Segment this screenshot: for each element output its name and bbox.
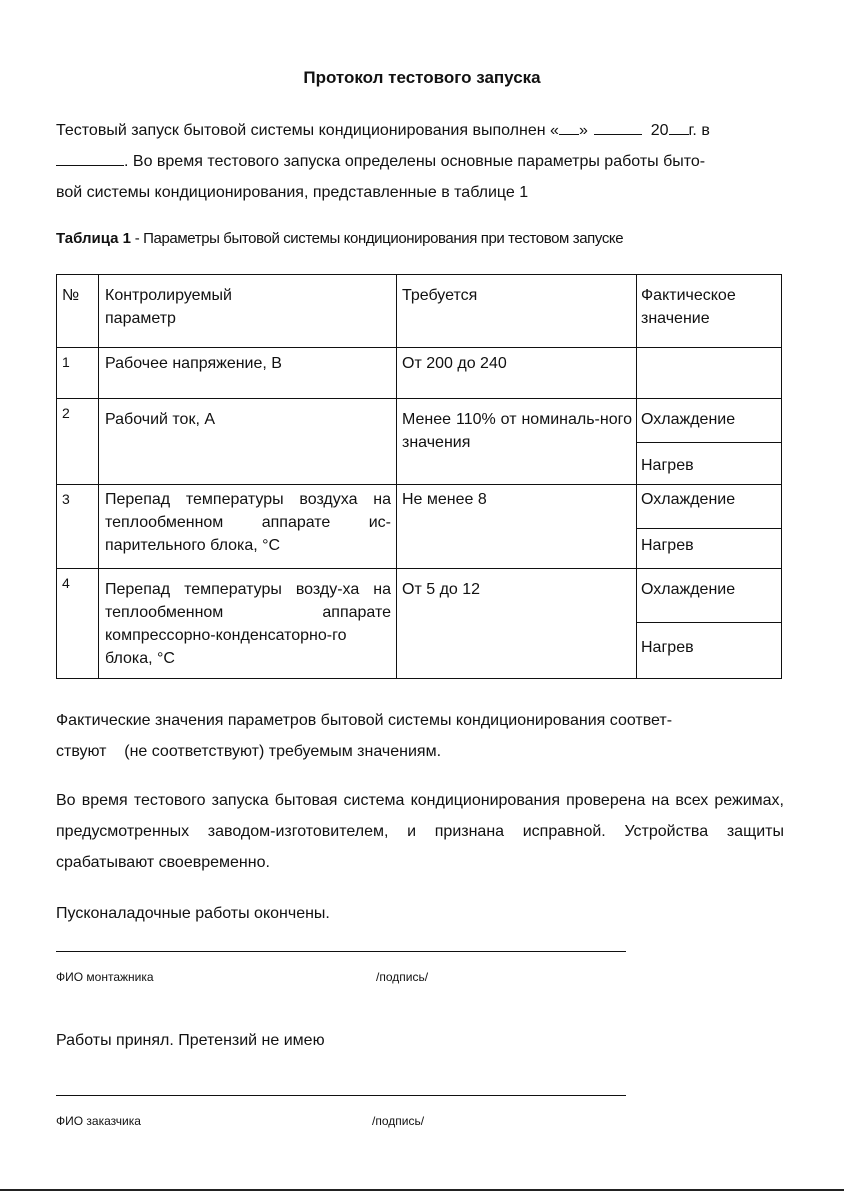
row-3-mode-heating: Нагрев — [641, 537, 694, 554]
parameters-table — [56, 274, 782, 679]
row-4-mode-heating: Нагрев — [641, 639, 694, 656]
intro-line-3: вой системы кондиционирования, представленные в таблице 1 — [56, 184, 529, 201]
header-param: Контролируемый параметр — [105, 287, 232, 327]
customer-name-label: ФИО заказчика — [56, 1114, 141, 1128]
header-required: Требуется — [402, 287, 478, 304]
row-4-param: Перепад температуры возду-ха на теплообменном аппарате компрессорно-конденсаторно-го блока, °С — [105, 581, 391, 667]
row-1-param: Рабочее напряжение, В — [105, 355, 282, 372]
intro-line-2 — [56, 146, 784, 177]
place-blank — [56, 153, 124, 166]
row-4-required: От 5 до 12 — [402, 581, 481, 598]
header-num: № — [62, 287, 80, 304]
year-prefix: 20 — [650, 122, 669, 139]
row-3-param: Перепад температуры воздуха на теплообменном аппарате ис-парительного блока, °С — [105, 491, 391, 554]
customer-sign-label: /подпись/ — [372, 1114, 425, 1128]
year-blank — [669, 122, 689, 135]
row-1-required: От 200 до 240 — [402, 355, 507, 372]
signature-line-customer — [56, 1095, 626, 1096]
caption-text: - Параметры бытовой системы кондиционирования при тестовом запуске — [131, 230, 624, 247]
intro-quote: » — [578, 122, 588, 139]
table-caption — [56, 230, 623, 247]
row-3-required: Не менее 8 — [402, 491, 487, 508]
intro-text: . Во время тестового запуска определены основные параметры работы быто- — [124, 153, 706, 170]
caption-label: Таблица 1 — [56, 230, 132, 247]
row-2-required: Менее 110% от номиналь-ного значения — [402, 411, 632, 451]
row-1-num: 1 — [62, 354, 70, 370]
day-blank — [559, 122, 579, 135]
row-2-param: Рабочий ток, А — [105, 411, 216, 428]
signature-line-installer — [56, 951, 626, 952]
row-3-num: 3 — [62, 491, 70, 507]
conclusion-paragraph-2: Во время тестового запуска бытовая система кондиционирования проверена на всех режимах, предусмотренных заводом-изготовителем, и признана исправной. Устройства защиты срабатывают своевременно. — [56, 792, 784, 871]
intro-text: Тестовый запуск бытовой системы кондиционирования выполнен « — [56, 122, 559, 139]
row-2-mode-cooling: Охлаждение — [641, 411, 736, 428]
installer-name-label: ФИО монтажника — [56, 970, 154, 984]
header-actual: Фактическое значение — [641, 287, 736, 327]
row-4-mode-cooling: Охлаждение — [641, 581, 736, 598]
conclusion-line-1: Фактические значения параметров бытовой системы кондиционирования соответ- — [56, 712, 673, 729]
intro-text-place: г. в — [688, 122, 710, 139]
page-bottom-border — [0, 1189, 844, 1191]
row-2-num: 2 — [62, 405, 70, 421]
row-4-num: 4 — [62, 575, 70, 591]
row-2-mode-heating: Нагрев — [641, 457, 694, 474]
installer-sign-label: /подпись/ — [376, 970, 429, 984]
row-3-mode-cooling: Охлаждение — [641, 491, 736, 508]
month-blank — [594, 122, 642, 135]
acceptance-text: Работы принял. Претензий не имею — [56, 1032, 325, 1049]
document-title: Протокол тестового запуска — [303, 68, 541, 87]
conclusion-paragraph-3: Пусконаладочные работы окончены. — [56, 905, 330, 922]
conclusion-line-2: ствуют (не соответствуют) требуемым значениям. — [56, 743, 442, 760]
intro-line-1 — [56, 115, 784, 146]
